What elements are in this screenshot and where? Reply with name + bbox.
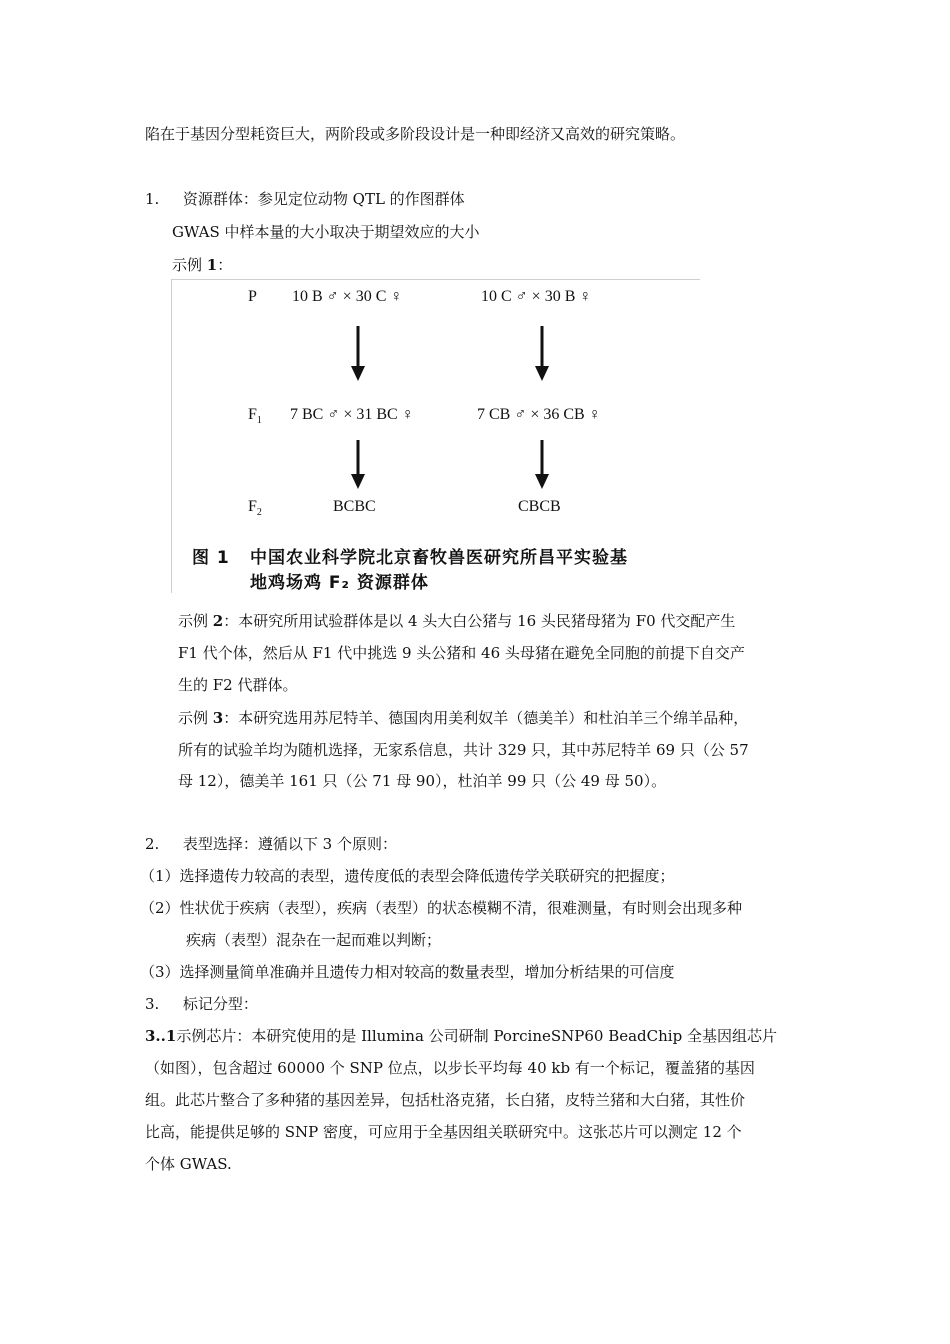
figure-row-f2-left: BCBC	[333, 498, 376, 515]
section3-title: 标记分型：	[182, 995, 258, 1013]
figure-row-p-right: 10 C ♂ × 30 B ♀	[481, 288, 592, 305]
section1-title: 资源群体：参见定位动物 QTL 的作图群体	[182, 190, 465, 208]
example2-number: 2	[212, 612, 224, 630]
section1-sample-size-line: GWAS 中样本量的大小取决于期望效应的大小	[172, 223, 480, 241]
figure-row-f2-label: $F_2$	[248, 498, 262, 519]
section1-heading	[145, 189, 465, 209]
figure-row-f1-label: $F_1$	[248, 406, 262, 427]
section3-heading	[145, 994, 258, 1014]
section3-line1-text: 示例芯片：本研究使用的是 Illumina 公司研制 PorcineSNP60 BeadChip 全基因组芯片	[176, 1027, 777, 1045]
figure-row-f1-right: 7 CB ♂ × 36 CB ♀	[477, 406, 601, 423]
section2-principle-2: （2）性状优于疾病（表型），疾病（表型）的状态模糊不清，很难测量，有时则会出现多种	[140, 899, 743, 917]
figure-row-p-left: 10 B ♂ × 30 C ♀	[292, 288, 403, 305]
example1-label-text: 示例	[172, 256, 207, 274]
section2-heading	[145, 834, 397, 854]
figure-caption-line1: 中国农业科学院北京畜牧兽医研究所昌平实验基	[250, 548, 628, 568]
section3-number: 3.	[145, 995, 160, 1013]
example2-line2: F1 代个体，然后从 F1 代中挑选 9 头公猪和 46 头母猪在避免全同胞的前提下自交产	[178, 644, 745, 662]
example3-number: 3	[212, 709, 224, 727]
example2-line3: 生的 F2 代群体。	[178, 676, 298, 694]
arrow-down-icon	[534, 326, 550, 382]
example1-number: 1	[206, 256, 218, 274]
breeding-figure	[171, 279, 700, 593]
figure-caption-line2: 地鸡场鸡 F₂ 资源群体	[250, 573, 429, 593]
figure-row-f2-right: CBCB	[518, 498, 561, 515]
figure-row-f2-subscript: 2	[256, 507, 262, 519]
section3-line4: 比高，能提供足够的 SNP 密度，可应用于全基因组关联研究中。这张芯片可以测定 12 个	[145, 1123, 742, 1141]
example1-colon: ：	[217, 256, 233, 274]
example2-line1	[178, 611, 735, 631]
figure-row-f1-subscript: 1	[256, 415, 262, 427]
example2-label: 示例	[178, 612, 213, 630]
section3-subnumber: 3..1	[145, 1027, 177, 1045]
example1-label	[172, 255, 232, 275]
section2-principle-2-cont: 疾病（表型）混杂在一起而难以判断；	[186, 931, 442, 949]
arrow-down-icon	[350, 440, 366, 490]
section1-number: 1.	[145, 190, 160, 208]
section2-principle-1: （1）选择遗传力较高的表型，遗传度低的表型会降低遗传学关联研究的把握度；	[140, 867, 675, 885]
arrow-down-icon	[534, 440, 550, 490]
example3-line1	[178, 708, 748, 728]
example3-line2: 所有的试验羊均为随机选择，无家系信息，共计 329 只，其中苏尼特羊 69 只（公 57	[178, 741, 749, 759]
arrow-down-icon	[350, 326, 366, 382]
section2-number: 2.	[145, 835, 160, 853]
section2-title: 表型选择：遵循以下 3 个原则：	[182, 835, 397, 853]
section3-line1	[145, 1026, 777, 1046]
example3-line3: 母 12），德美羊 161 只（公 71 母 90），杜泊羊 99 只（公 49 母 50）。	[178, 772, 667, 790]
figure-caption-label: 图 1	[192, 548, 230, 568]
example3-text: ：本研究选用苏尼特羊、德国肉用美利奴羊（德美羊）和杜泊羊三个绵羊品种，	[223, 709, 749, 727]
example3-label: 示例	[178, 709, 213, 727]
figure-row-f1-left: 7 BC ♂ × 31 BC ♀	[290, 406, 414, 423]
section2-principle-3: （3）选择测量简单准确并且遗传力相对较高的数量表型，增加分析结果的可信度	[140, 963, 675, 981]
example2-text: ：本研究所用试验群体是以 4 头大白公猪与 16 头民猪母猪为 F0 代交配产生	[223, 612, 736, 630]
intro-line: 陷在于基因分型耗资巨大，两阶段或多阶段设计是一种即经济又高效的研究策略。	[145, 125, 686, 143]
figure-row-p-label: P	[248, 288, 257, 305]
section3-line2: （如图），包含超过 60000 个 SNP 位点，以步长平均每 40 kb 有一个标记，覆盖猪的基因	[145, 1059, 755, 1077]
section3-line3: 组。此芯片整合了多种猪的基因差异，包括杜洛克猪，长白猪，皮特兰猪和大白猪，其性价	[145, 1091, 746, 1109]
section3-line5: 个体 GWAS.	[145, 1155, 232, 1173]
